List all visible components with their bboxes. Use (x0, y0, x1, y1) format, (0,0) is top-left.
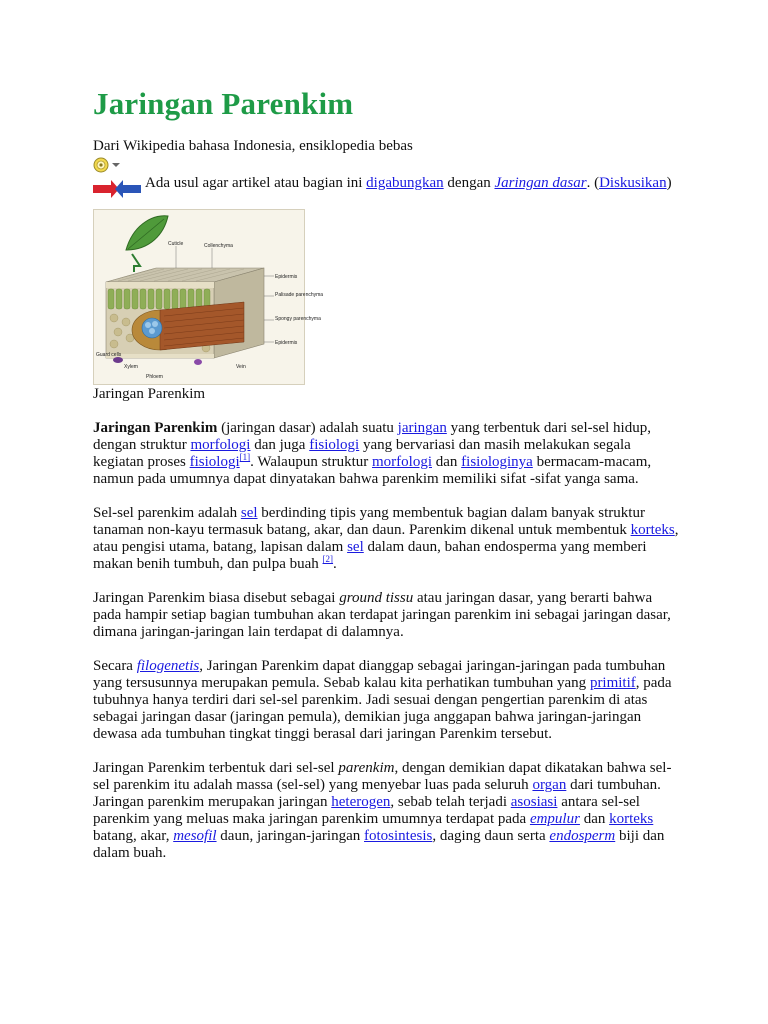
notice-text: dengan (443, 175, 495, 191)
page-subtitle: Dari Wikipedia bahasa Indonesia, ensiklopedia bebas (93, 138, 413, 154)
link-jaringan-dasar[interactable]: Jaringan dasar (494, 175, 587, 191)
italic-term: parenkim (338, 760, 395, 776)
figure-caption: Jaringan Parenkim (93, 386, 206, 402)
link-asosiasi[interactable]: asosiasi (510, 794, 558, 810)
figure-label-guard-cells: Guard cells (96, 352, 122, 358)
notice-text: . ( (586, 175, 600, 191)
link-diskusikan[interactable]: Diskusikan (599, 175, 667, 191)
paragraph-2: Sel-sel parenkim adalah sel berdinding tipis yang membentuk bagian dalam banyak struktur tanaman non-kayu termasuk batang, akar, dan daun. Parenkim dikenal untuk membentuk korteks, atau pengisi utama, batang, lapisan dalam sel dalam daun, bahan endosperma yang memberi makan benih tumbuh, dan pulpa buah [2]. (93, 505, 679, 572)
link-heterogen[interactable]: heterogen (331, 794, 391, 810)
figure-label-vein: Vein (236, 364, 246, 370)
link-korteks-2[interactable]: korteks (609, 811, 654, 827)
page-title: Jaringan Parenkim (93, 86, 354, 121)
paragraph-3: Jaringan Parenkim biasa disebut sebagai ground tissu atau jaringan dasar, yang berarti bahwa pada hampir setiap bagian tumbuhan akan terdapat jaringan parenkim ini sebagai jaringan dasar, dimana jaringan-jaringan lain terdapat di dalamnya. (93, 590, 671, 640)
merge-arrows-icon (93, 177, 141, 201)
paragraph-5: Jaringan Parenkim terbentuk dari sel-sel parenkim, dengan demikian dapat dikatakan bahwa sel-sel parenkim itu adalah massa (sel-sel) yang menyebar luas pada seluruh organ dari tumbuhan. Jaringan parenkim merupakan jaringan heterogen, sebab telah terjadi asosiasi antara sel-sel parenkim yang meluas maka jaringan parenkim umumnya terdapat pada empulur dan korteks batang, akar, mesofil daun, jaringan-jaringan fotosintesis, daging daun serta endosperm biji dan dalam buah. (93, 760, 672, 861)
link-sel-2[interactable]: sel (347, 539, 364, 555)
link-filogenetis[interactable]: filogenetis (136, 658, 200, 674)
figure-label-epidermis-top: Epidermis (275, 274, 298, 280)
notice-text: Ada usul agar artikel atau bagian ini (145, 175, 367, 191)
article-body (93, 420, 683, 879)
figure-label-epidermis-bottom: Epidermis (275, 340, 298, 346)
leaf-tissue-figure[interactable] (93, 209, 324, 385)
link-jaringan[interactable]: jaringan (397, 420, 447, 436)
figure-label-xylem: Xylem (124, 364, 138, 370)
link-sel[interactable]: sel (240, 505, 258, 521)
figure-label-cuticle: Cuticle (168, 241, 184, 247)
link-digabungkan[interactable]: digabungkan (366, 175, 444, 191)
figure-label-collenchyma: Collenchyma (204, 243, 233, 249)
reference-1[interactable]: [1] (239, 452, 251, 462)
paragraph-4: Secara filogenetis, Jaringan Parenkim dapat dianggap sebagai jaringan-jaringan pada tumbuhan yang tersusunnya merupakan pemula. Sebab kalau kita perhatikan tumbuhan yang primitif, pada tubuhnya hanya terdiri dari sel-sel parenkim. Jadi sesuai dengan pengertian parenkim di atas sebagai jaringan dasar (jaringan pemula), demikian juga anggapan bahwa jaringan-jaringan dewasa ada tumbuhan tingkat tinggi berasal dari jaringan Parenkim tersebut. (93, 658, 672, 742)
audio-control[interactable] (93, 156, 127, 174)
bold-term: Jaringan Parenkim (93, 420, 218, 436)
chevron-down-icon[interactable] (112, 163, 120, 167)
link-organ[interactable]: organ (532, 777, 567, 793)
arrow-icon (132, 254, 140, 272)
speaker-icon[interactable] (94, 158, 108, 172)
link-endosperm[interactable]: endosperm (549, 828, 616, 844)
figure-label-palisade: Palisade parenchyma (275, 292, 324, 298)
link-empulur[interactable]: empulur (529, 811, 580, 827)
figure-label-spongy: Spongy parenchyma (275, 316, 321, 322)
link-morfologi-2[interactable]: morfologi (372, 454, 432, 470)
link-mesofil[interactable]: mesofil (173, 828, 217, 844)
merge-notice (145, 174, 685, 192)
link-primitif[interactable]: primitif (589, 675, 636, 691)
link-fisiologinya[interactable]: fisiologinya (461, 454, 533, 470)
link-fotosintesis[interactable]: fotosintesis (364, 828, 433, 844)
reference-2[interactable]: [2] (322, 554, 334, 564)
link-fisiologi[interactable]: fisiologi (309, 437, 360, 453)
link-fisiologi-2[interactable]: fisiologi (189, 454, 240, 470)
link-morfologi[interactable]: morfologi (190, 437, 251, 453)
link-korteks[interactable]: korteks (630, 522, 675, 538)
figure-label-phloem: Phloem (146, 374, 163, 380)
notice-text: ) (666, 175, 672, 191)
paragraph-1: Jaringan Parenkim (jaringan dasar) adalah suatu jaringan yang terbentuk dari sel-sel hidup, dengan struktur morfologi dan juga fisiologi yang bervariasi dan masih melakukan segala kegiatan proses fisiologi[1]. Walaupun struktur morfologi dan fisiologinya bermacam-macam, namun pada umumnya dapat dinyatakan bahwa parenkim memiliki sifat -sifat yanga sama. (93, 420, 652, 487)
italic-term: ground tissu (339, 590, 414, 606)
